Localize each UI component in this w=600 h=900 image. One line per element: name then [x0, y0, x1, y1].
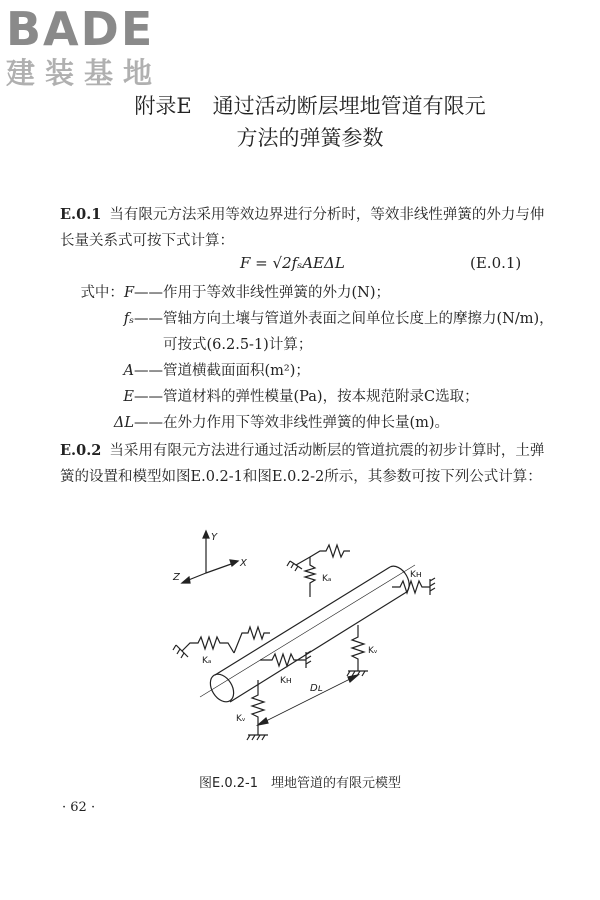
definition-text: 管轴方向土壤与管道外表面之间单位长度上的摩擦力(N/m)，可按式(6.2.5-1)计算；: [163, 311, 554, 353]
pipe-front-end: [206, 670, 239, 706]
definition-text: 管道横截面面积(m²)；: [163, 363, 310, 379]
x-axis: [206, 563, 234, 573]
spring-ka-left: [173, 627, 270, 658]
pipe-axis: [200, 565, 415, 697]
definitions-prefix: 式中：: [80, 285, 124, 301]
clause-e02-number: E.0.2: [60, 442, 102, 459]
spring-kv-right: [347, 625, 368, 676]
definition-dash: ——: [134, 389, 163, 405]
definition-text: 管道材料的弹性模量(Pa)，按本规范附录C选取；: [163, 389, 479, 405]
formula-number: (E.0.1): [470, 254, 522, 272]
label-ka-left: Kₐ: [202, 656, 212, 666]
y-axis-label: Y: [211, 532, 218, 543]
definition-symbol: ΔL: [113, 415, 134, 431]
z-arrow: [182, 577, 190, 583]
definition-dash: ——: [134, 415, 163, 431]
definition-item: [60, 410, 560, 436]
logo-mark: BADE: [6, 2, 155, 56]
definition-item: [60, 280, 560, 306]
spring-ka-top: [287, 557, 315, 597]
definition-item: [60, 384, 560, 410]
figure-caption: 图E.0.2-1 埋地管道的有限元模型: [199, 776, 401, 791]
logo-subtitle: 建装基地: [6, 56, 163, 90]
label-kv-bottom: Kᵥ: [236, 714, 246, 724]
formula-expression: F = √2fₛAEΔL: [240, 254, 345, 272]
definitions-list: [60, 280, 560, 436]
clause-e01-number: E.0.1: [60, 206, 102, 223]
x-axis-label: X: [240, 558, 247, 569]
definition-symbol: E: [123, 389, 134, 405]
spring-ka-top-arm: [310, 545, 350, 557]
label-ka-top: Kₐ: [322, 574, 332, 584]
definition-text: 在外力作用下等效非线性弹簧的伸长量(m)。: [163, 415, 450, 431]
dimension-dl: [258, 675, 358, 725]
definition-symbol: A: [123, 363, 134, 379]
label-kh-mid: Kʜ: [280, 676, 292, 686]
axis-triad: [182, 531, 238, 583]
pipe: [200, 565, 415, 706]
spring-kh-mid: [260, 651, 311, 668]
definition-dash: ——: [134, 311, 163, 327]
definition-item: [60, 358, 560, 384]
clause-e02: [60, 438, 550, 490]
definition-symbol: F: [123, 285, 134, 301]
clause-e01-text: 当有限元方法采用等效边界进行分析时，等效非线性弹簧的外力与伸长量关系式可按下式计算：: [60, 207, 545, 249]
definition-symbol: fₛ: [123, 311, 134, 327]
label-kh-right: Kʜ: [410, 570, 422, 580]
definition-dash: ——: [134, 363, 163, 379]
label-dl: Dʟ: [310, 683, 323, 694]
x-arrow: [230, 560, 238, 566]
formula-e01: [0, 252, 600, 278]
y-arrow: [203, 531, 209, 538]
logo: [6, 4, 178, 90]
page-number: · 62 ·: [62, 800, 96, 815]
definition-dash: ——: [134, 285, 163, 301]
definition-text: 作用于等效非线性弹簧的外力(N)；: [163, 285, 391, 301]
pipe-top-edge: [215, 567, 390, 675]
label-kv-right: Kᵥ: [368, 646, 378, 656]
clause-e01: [60, 202, 550, 254]
appendix-title-line1: 附录E 通过活动断层埋地管道有限元: [134, 94, 486, 118]
z-axis-label: Z: [173, 572, 180, 583]
clause-e02-text: 当采用有限元方法进行通过活动断层的管道抗震的初步计算时，土弹簧的设置和模型如图E.0.2-1和图E.0.2-2所示，其参数可按下列公式计算：: [60, 443, 545, 485]
appendix-title-line2: 方法的弹簧参数: [236, 126, 384, 150]
definition-item: [60, 306, 560, 358]
pipe-fem-diagram: [160, 525, 460, 755]
spring-kh-right: [392, 578, 435, 595]
